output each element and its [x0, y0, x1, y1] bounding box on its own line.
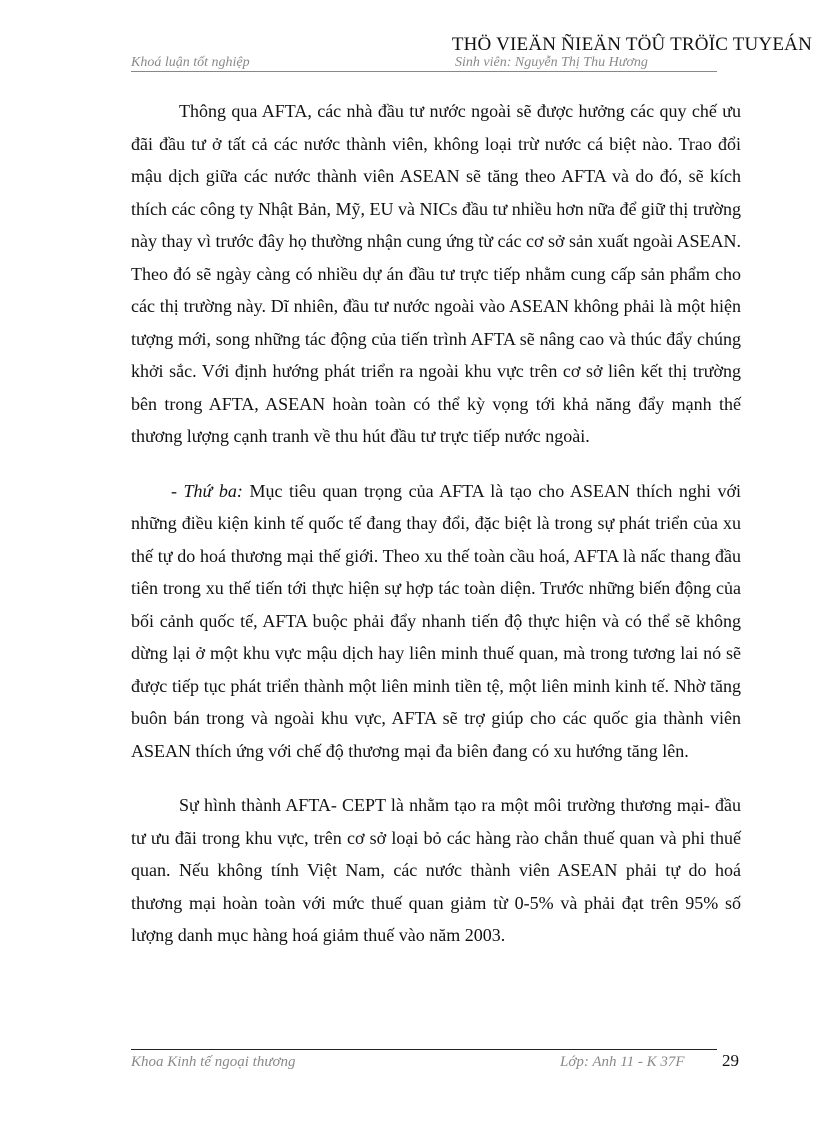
- paragraph-afta-investment: Thông qua AFTA, các nhà đầu tư nước ngoài sẽ được hưởng các quy chế ưu đãi đầu tư ở tất cả các nước thành viên, không loại trừ nước cá biệt nào. Trao đổi mậu dịch giữa các nước thành viên ASEAN sẽ tăng theo AFTA và do đó, sẽ kích thích các công ty Nhật Bản, Mỹ, EU và NICs đầu tư nhiều hơn nữa để giữ thị trường này thay vì trước đây họ thường nhận cung ứng từ các cơ sở sản xuất ngoài ASEAN. Theo đó sẽ ngày càng có nhiều dự án đầu tư trực tiếp nhằm cung cấp sản phẩm cho các thị trường này. Dĩ nhiên, đầu tư nước ngoài vào ASEAN không phải là một hiện tượng mới, song những tác động của tiến trình AFTA sẽ nâng cao và thúc đẩy chúng khởi sắc. Với định hướng phát triển ra ngoài khu vực trên cơ sở liên kết thị trường bên trong AFTA, ASEAN hoàn toàn có thể kỳ vọng tới khả năng đẩy mạnh thế thương lượng cạnh tranh về thu hút đầu tư trực tiếp nước ngoài.: [131, 101, 741, 446]
- footer-class: Lớp: Anh 11 - K 37F: [560, 1054, 685, 1070]
- footer-faculty: Khoa Kinh tế ngoại thương: [131, 1054, 296, 1070]
- paragraph-thu-ba: [131, 475, 741, 768]
- thu-ba-text: Mục tiêu quan trọng của AFTA là tạo cho ASEAN thích nghi với những điều kiện kinh tế quốc tế đang thay đổi, đặc biệt là trong sự phát triển của xu thế tự do hoá thương mại thế giới. Theo xu thế toàn cầu hoá, AFTA là nấc thang đầu tiên trong xu thế tiến tới thực hiện sự hợp tác toàn diện. Trước những biến động của bối cảnh quốc tế, AFTA buộc phải đẩy nhanh tiến độ thực hiện và có thể sẽ không dừng lại ở một khu vực mậu dịch hay liên minh thuế quan, mà trong tương lai nó sẽ được tiếp tục phát triển thành một liên minh tiền tệ, một liên minh kinh tế. Nhờ tăng buôn bán trong và ngoài khu vực, AFTA sẽ trợ giúp cho các quốc gia thành viên ASEAN thích ứng với chế độ thương mại đa biên đang có xu hướng tăng lên.: [131, 480, 741, 761]
- page-number: 29: [722, 1051, 739, 1070]
- header-thesis-label: Khoá luận tốt nghiệp: [131, 55, 250, 70]
- library-watermark: THÖ VIEÄN ÑIEÄN TÖÛ TRÖÏC TUYEÁN: [451, 34, 812, 55]
- footer-divider: [131, 1049, 717, 1050]
- header-divider: [131, 71, 717, 72]
- header-student-name: Sinh viên: Nguyễn Thị Thu Hương: [455, 55, 648, 70]
- page-body: [131, 95, 741, 952]
- thu-ba-label: - Thứ ba:: [171, 480, 243, 501]
- paragraph-afta-cept: Sự hình thành AFTA- CEPT là nhằm tạo ra một môi trường thương mại- đầu tư ưu đãi trong khu vực, trên cơ sở loại bỏ các hàng rào chắn thuế quan và phi thuế quan. Nếu không tính Việt Nam, các nước thành viên ASEAN phải tự do hoá thương mại hoàn toàn với mức thuế quan giảm từ 0-5% và phải đạt trên 95% số lượng danh mục hàng hoá giảm thuế vào năm 2003.: [131, 795, 741, 945]
